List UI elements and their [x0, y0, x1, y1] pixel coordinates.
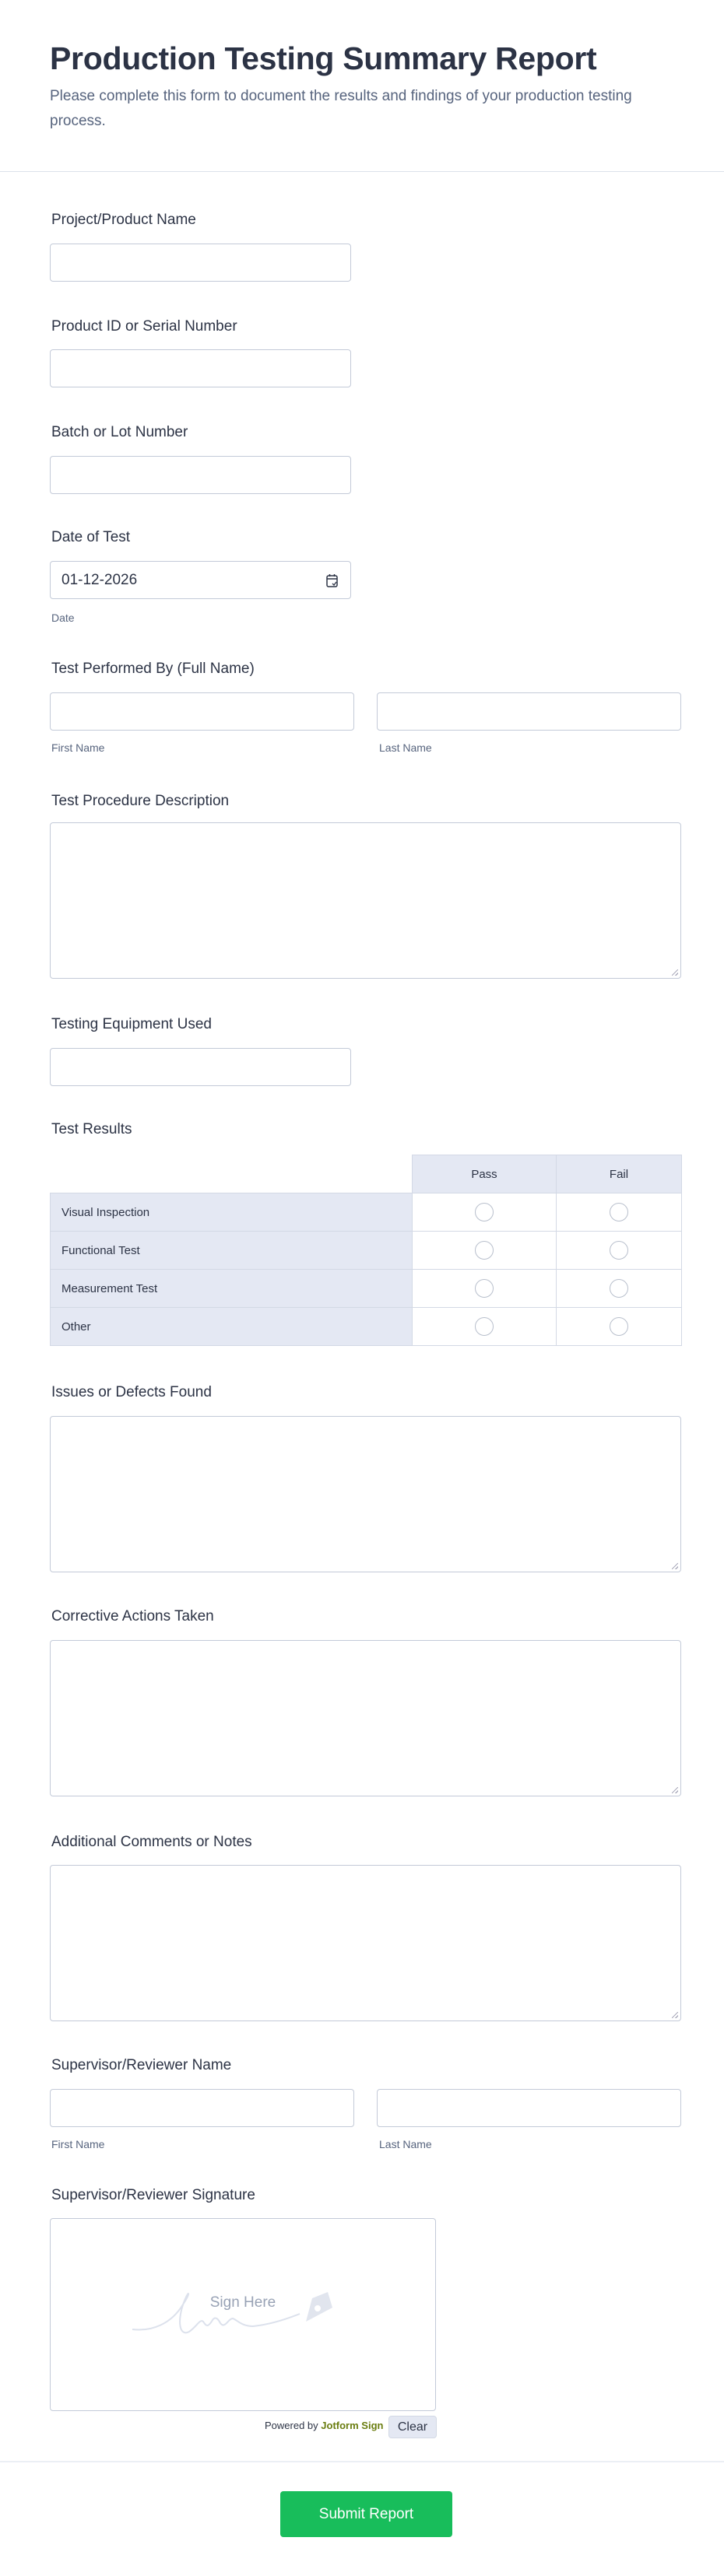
submit-button[interactable]: Submit Report — [280, 2491, 452, 2537]
date-sublabel: Date — [51, 612, 75, 624]
last-name-sublabel: Last Name — [379, 741, 432, 754]
comments-label: Additional Comments or Notes — [51, 1834, 252, 1850]
row-label: Functional Test — [51, 1232, 413, 1270]
table-row — [51, 1232, 682, 1270]
radio-functional-pass[interactable] — [475, 1241, 494, 1260]
calendar-icon[interactable] — [325, 573, 339, 588]
footer-divider — [0, 2461, 724, 2462]
last-name-sublabel: Last Name — [379, 2138, 432, 2150]
page-subtitle: Please complete this form to document the results and findings of your production testing process. — [50, 88, 632, 129]
issues-textarea[interactable] — [50, 1416, 681, 1572]
corrective-label: Corrective Actions Taken — [51, 1608, 214, 1624]
row-label: Other — [51, 1308, 413, 1346]
header-divider — [0, 171, 724, 172]
equipment-label: Testing Equipment Used — [51, 1016, 212, 1032]
supervisor-last-name-input[interactable] — [377, 2089, 681, 2127]
matrix-corner — [51, 1155, 413, 1193]
batch-input[interactable] — [50, 456, 351, 494]
date-label: Date of Test — [51, 529, 131, 545]
test-results-matrix — [50, 1155, 682, 1346]
resize-handle-icon[interactable] — [672, 1787, 678, 1793]
product-id-input[interactable] — [50, 349, 351, 387]
row-label: Measurement Test — [51, 1270, 413, 1308]
first-name-sublabel: First Name — [51, 741, 105, 754]
resize-handle-icon[interactable] — [672, 2012, 678, 2018]
table-row — [51, 1270, 682, 1308]
comments-textarea[interactable] — [50, 1865, 681, 2021]
radio-functional-fail[interactable] — [610, 1241, 628, 1260]
radio-measurement-fail[interactable] — [610, 1279, 628, 1298]
column-header-fail: Fail — [557, 1155, 682, 1193]
performed-by-last-name-input[interactable] — [377, 692, 681, 731]
table-row — [51, 1308, 682, 1346]
radio-measurement-pass[interactable] — [475, 1279, 494, 1298]
signature-pad[interactable] — [50, 2218, 436, 2411]
resize-handle-icon[interactable] — [672, 969, 678, 976]
test-results-label: Test Results — [51, 1121, 132, 1137]
resize-handle-icon[interactable] — [672, 1563, 678, 1569]
clear-signature-button[interactable]: Clear — [388, 2416, 437, 2438]
issues-label: Issues or Defects Found — [51, 1384, 212, 1400]
powered-by-label: Powered by — [265, 2420, 318, 2431]
batch-label: Batch or Lot Number — [51, 424, 188, 440]
radio-other-fail[interactable] — [610, 1317, 628, 1336]
performed-by-first-name-input[interactable] — [50, 692, 354, 731]
procedure-label: Test Procedure Description — [51, 793, 230, 809]
signature-label: Supervisor/Reviewer Signature — [51, 2187, 255, 2203]
page-title: Production Testing Summary Report — [50, 40, 597, 76]
supervisor-name-label: Supervisor/Reviewer Name — [51, 2057, 232, 2073]
equipment-input[interactable] — [50, 1048, 351, 1086]
date-input[interactable] — [50, 561, 351, 599]
project-name-label: Project/Product Name — [51, 212, 196, 228]
radio-visual-fail[interactable] — [610, 1203, 628, 1221]
row-label: Visual Inspection — [51, 1193, 413, 1232]
date-value: 01-12-2026 — [62, 572, 138, 588]
powered-by-text — [265, 2420, 383, 2431]
radio-visual-pass[interactable] — [475, 1203, 494, 1221]
radio-other-pass[interactable] — [475, 1317, 494, 1336]
supervisor-first-name-input[interactable] — [50, 2089, 354, 2127]
table-row — [51, 1193, 682, 1232]
performed-by-label: Test Performed By (Full Name) — [51, 661, 255, 677]
procedure-textarea[interactable] — [50, 822, 681, 979]
product-id-label: Product ID or Serial Number — [51, 318, 237, 335]
sign-here-placeholder: Sign Here — [209, 2294, 276, 2311]
first-name-sublabel: First Name — [51, 2138, 105, 2150]
project-name-input[interactable] — [50, 244, 351, 282]
jotform-sign-link[interactable]: Jotform Sign — [321, 2420, 384, 2431]
corrective-textarea[interactable] — [50, 1640, 681, 1796]
column-header-pass: Pass — [413, 1155, 557, 1193]
